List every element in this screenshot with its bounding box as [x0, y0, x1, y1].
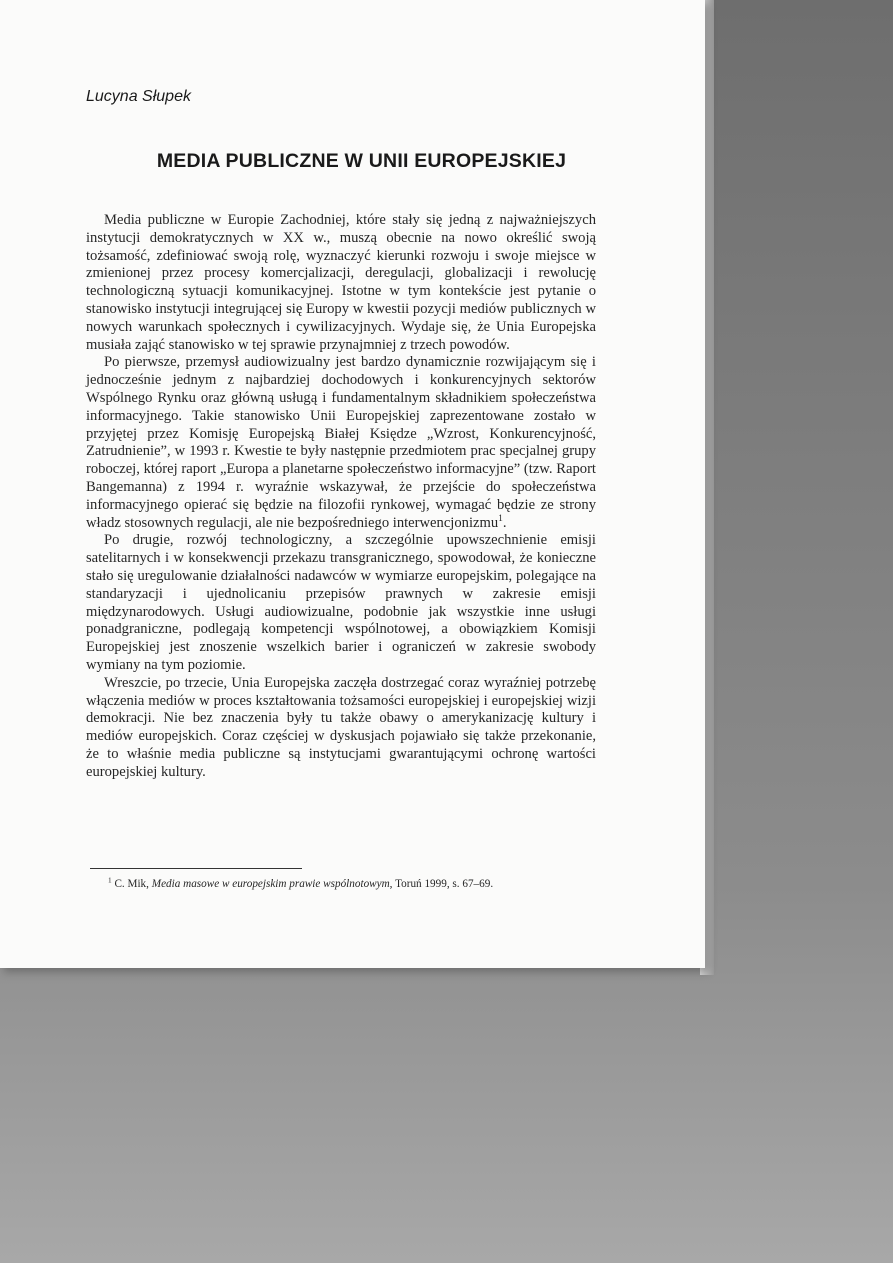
footnote-reference[interactable]: 1	[498, 513, 503, 524]
paragraph-2-text: Po pierwsze, przemysł audiowizualny jest bardzo dynamicznie rozwijającym się i jednocześnie jednym z najbardziej dochodowych i konkurencyjnych sektorów Wspólnego Rynku oraz główną usługą i fundamentalnym składnikiem społeczeństwa informacyjnego. Takie stanowisko Unii Europejskiej zaprezentowane zostało w przyjętej przez Komisję Europejską Białej Księdze „Wzrost, Konkurencyjność, Zatrudnienie”, w 1993 r. Kwestie te były następnie przedmiotem prac specjalnej grupy roboczej, której raport „Europa a planetarne społeczeństwo informacyjne” (tzw. Raport Bangemanna) z 1994 r. wyraźnie wskazywał, że przejście do społeczeństwa informacyjnego opierać się będzie na filozofii rynkowej, wymagać będzie ze strony władz stosownych regulacji, ale nie bezpośredniego interwencjonizmu	[86, 354, 596, 531]
footnote-publication: Toruń 1999, s. 67–69.	[395, 878, 494, 890]
author-name: Lucyna Słupek	[86, 88, 191, 105]
footnote-marker: 1	[108, 876, 112, 885]
article-title: MEDIA PUBLICZNE W UNII EUROPEJSKIEJ	[156, 150, 567, 172]
paragraph-2	[86, 354, 596, 532]
paragraph-3: Po drugie, rozwój technologiczny, a szczególnie upowszechnienie emisji satelitarnych i w konsekwencji przekazu transgranicznego, spowodował, że konieczne stało się uregulowanie działalności nadawców w wymiarze europejskim, polegające na standaryzacji i ujednolicaniu przepisów prawnych w zakresie emisji międzynarodowych. Usługi audiowizualne, podobnie jak wszystkie inne usługi ponadgraniczne, podlegają kompetencji wspólnotowej, a obowiązkiem Komisji Europejskiej jest znoszenie wszelkich barier i ograniczeń w zakresie swobody wymiany na tym poziomie.	[86, 532, 596, 673]
article-body	[86, 212, 596, 782]
paragraph-1: Media publiczne w Europie Zachodniej, które stały się jedną z najważniejszych instytucji demokratycznych w XX w., muszą obecnie na nowo określić swoją tożsamość, zdefiniować swoją rolę, wyznaczyć kierunki rozwoju i swoje miejsce w zmienionej przez procesy komercjalizacji, deregulacji, globalizacji i rewolucję technologiczną sytuacji komunikacyjnej. Istotne w tym kontekście jest pytanie o stanowisko instytucji integrującej się Europy w kwestii pozycji mediów publicznych w nowych warunkach społecznych i cywilizacyjnych. Wydaje się, że Unia Europejska musiała zająć stanowisko w tej sprawie przynajmniej z trzech powodów.	[86, 212, 596, 353]
paragraph-2-end: .	[502, 514, 507, 531]
footnote-work-title: Media masowe w europejskim prawie wspólnotowym,	[151, 878, 393, 890]
footnote-author: C. Mik,	[114, 878, 149, 890]
paragraph-4: Wreszcie, po trzecie, Unia Europejska zaczęła dostrzegać coraz wyraźniej potrzebę włączenia mediów w proces kształtowania tożsamości europejskiej i europejskiej wizji demokracji. Nie bez znaczenia były tu także obawy o amerykanizację kultury i mediów europejskich. Coraz częściej w dyskusjach pojawiało się także przekonanie, że to właśnie media publiczne są instytucjami gwarantującymi ochronę wartości europejskiej kultury.	[86, 674, 596, 780]
footnote-divider	[90, 868, 302, 869]
footnote	[108, 878, 608, 890]
